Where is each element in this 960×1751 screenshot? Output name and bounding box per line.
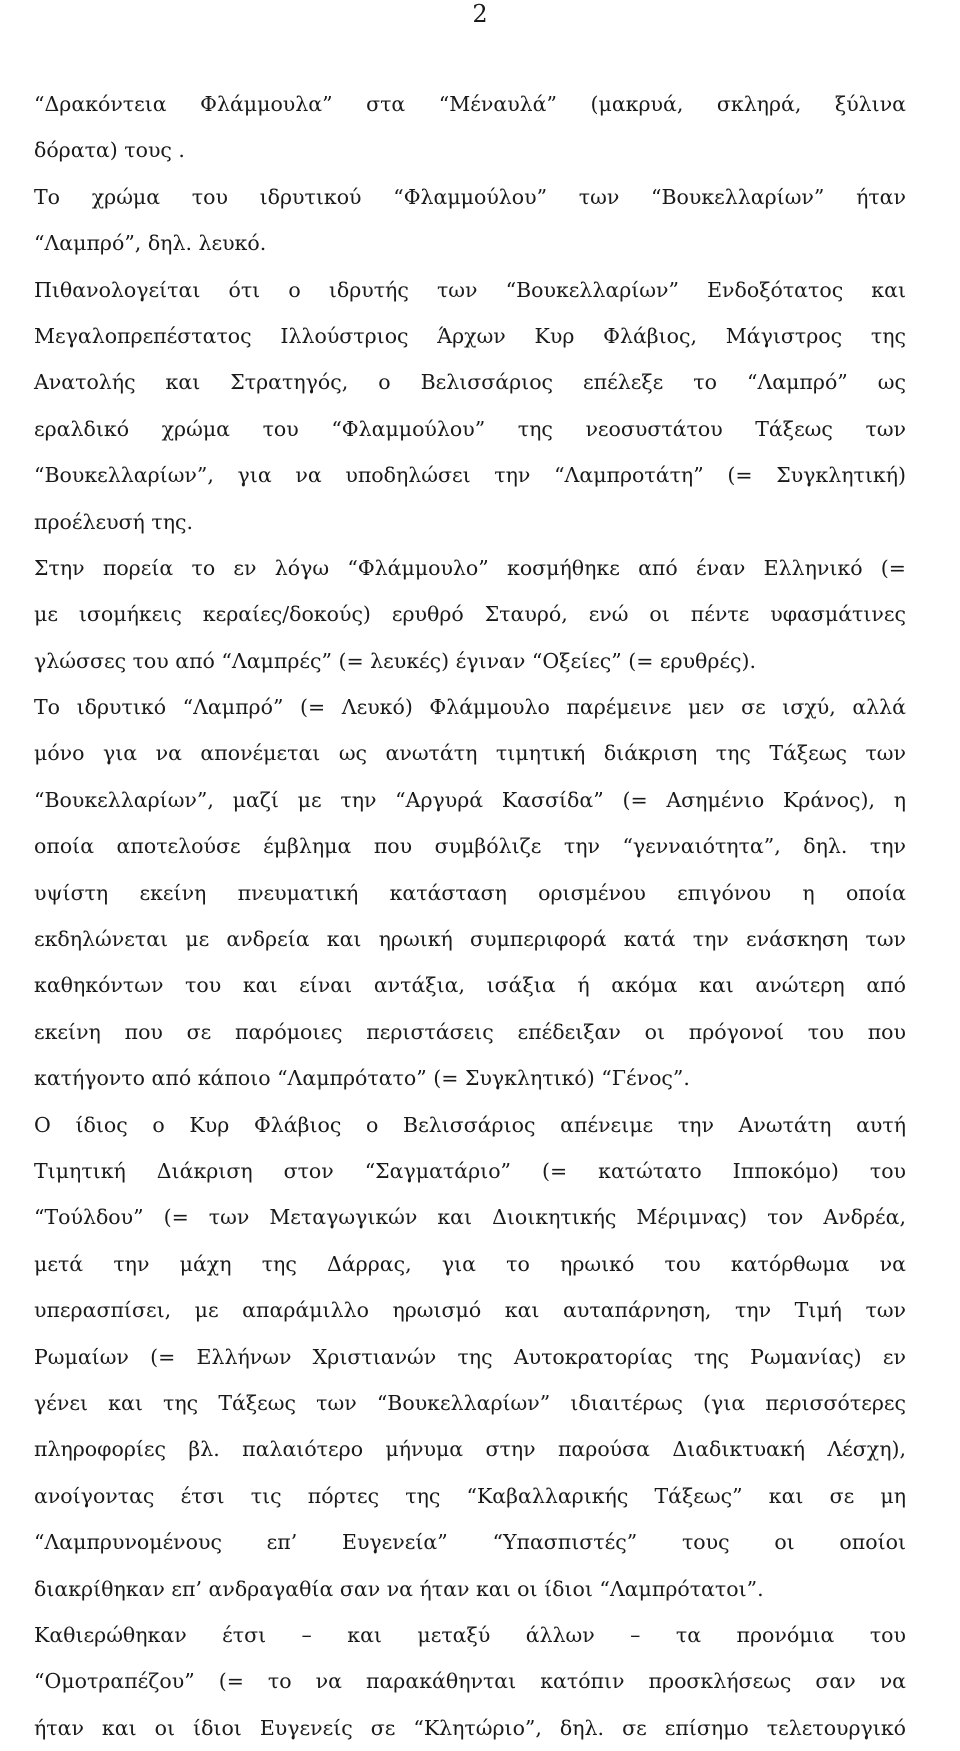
text-line: γένει και της Τάξεως των “Βουκελλαρίων” ιδιαιτέρως (για περισσότερες	[34, 1390, 906, 1415]
text-line: μόνο για να απονέμεται ως ανωτάτη τιμητική διάκριση της Τάξεως των	[34, 741, 906, 766]
text-line: “Βουκελλαρίων”, μαζί με την “Αργυρά Κασσίδα” (= Ασημένιο Κράνος), η	[34, 787, 906, 812]
paragraph	[34, 545, 906, 684]
text-line: εκδηλώνεται με ανδρεία και ηρωική συμπεριφορά κατά την ενάσκηση των	[34, 927, 906, 952]
text-line: υψίστη εκείνη πνευματική κατάσταση ορισμένου επιγόνου η οποία	[34, 880, 906, 905]
paragraph	[34, 684, 906, 1102]
text-line: Στην πορεία το εν λόγω “Φλάμμουλο” κοσμήθηκε από έναν Ελληνικό (=	[34, 555, 906, 580]
text-line: “Λαμπρυνομένους επ’ Ευγενεία” “Υπασπιστές” τους οι οποίοι	[34, 1530, 906, 1555]
text-line: γλώσσες του από “Λαμπρές” (= λευκές) έγιναν “Οξείες” (= ερυθρές).	[34, 648, 757, 673]
text-line: Ανατολής και Στρατηγός, ο Βελισσάριος επέλεξε το “Λαμπρό” ως	[34, 370, 906, 395]
text-line: Ο ίδιος ο Κυρ Φλάβιος ο Βελισσάριος απένειμε την Ανωτάτη αυτή	[34, 1112, 906, 1137]
text-line: με ισομήκεις κεραίες/δοκούς) ερυθρό Σταυρό, ενώ οι πέντε υφασμάτινες	[34, 602, 906, 627]
paragraph	[34, 1102, 906, 1612]
text-line: υπερασπίσει, με απαράμιλλο ηρωισμό και αυταπάρνηση, την Τιμή των	[34, 1298, 906, 1323]
text-line: δόρατα) τους .	[34, 138, 185, 163]
text-line: διακρίθηκαν επ’ ανδραγαθία σαν να ήταν και οι ίδιοι “Λαμπρότατοι”.	[34, 1576, 764, 1601]
text-line: κατήγοντο από κάποιο “Λαμπρότατο” (= Συγκλητικό) “Γένος”.	[34, 1066, 690, 1091]
text-line: εραλδικό χρώμα του “Φλαμμούλου” της νεοσυστάτου Τάξεως των	[34, 416, 906, 441]
text-line: “Δρακόντεια Φλάμμουλα” στα “Μέναυλά” (μακρυά, σκληρά, ξύλινα	[34, 92, 906, 116]
paragraph	[34, 174, 906, 267]
text-line: Μεγαλοπρεπέστατος Ιλλούστριος Άρχων Κυρ Φλάβιος, Μάγιστρος της	[34, 323, 906, 348]
paragraph	[34, 81, 906, 174]
text-line: Το ιδρυτικό “Λαμπρό” (= Λευκό) Φλάμμουλο παρέμεινε μεν σε ισχύ, αλλά	[34, 695, 906, 720]
text-line: ανοίγοντας έτσι τις πόρτες της “Καβαλλαρικής Τάξεως” και σε μη	[34, 1483, 906, 1508]
text-line: Καθιερώθηκαν έτσι – και μεταξύ άλλων – τα προνόμια του	[34, 1622, 906, 1647]
paragraph	[34, 267, 906, 545]
text-line: οποία αποτελούσε έμβλημα που συμβόλιζε την “γενναιότητα”, δηλ. την	[34, 834, 906, 859]
text-line: “Λαμπρό”, δηλ. λευκό.	[34, 231, 267, 256]
text-line: πληροφορίες βλ. παλαιότερο μήνυμα στην παρούσα Διαδικτυακή Λέσχη),	[34, 1437, 906, 1462]
paragraph	[34, 1612, 906, 1751]
text-line: μετά την μάχη της Δάρρας, για το ηρωικό του κατόρθωμα να	[34, 1251, 906, 1276]
text-line: Ρωμαίων (= Ελλήνων Χριστιανών της Αυτοκρατορίας της Ρωμανίας) εν	[34, 1344, 906, 1369]
text-line: εκείνη που σε παρόμοιες περιστάσεις επέδειξαν οι πρόγονοί του που	[34, 1019, 906, 1044]
text-line: Πιθανολογείται ότι ο ιδρυτής των “Βουκελλαρίων” Ενδοξότατος και	[34, 277, 906, 302]
text-line: Το χρώμα του ιδρυτικού “Φλαμμούλου” των “Βουκελλαρίων” ήταν	[34, 184, 906, 209]
text-line: Τιμητική Διάκριση στον “Σαγματάριο” (= κατώτατο Ιπποκόμο) του	[34, 1158, 906, 1183]
text-line: ήταν και οι ίδιοι Ευγενείς σε “Κλητώριο”, δηλ. σε επίσημο τελετουργικό	[34, 1715, 906, 1740]
page-number: 2	[472, 0, 488, 28]
text-line: “Ομοτραπέζου” (= το να παρακάθηνται κατόπιν προσκλήσεως σαν να	[34, 1669, 906, 1694]
text-line: καθηκόντων του και είναι αντάξια, ισάξια ή ακόμα και ανώτερη από	[34, 973, 906, 998]
text-line: “Βουκελλαρίων”, για να υποδηλώσει την “Λαμπροτάτη” (= Συγκλητική)	[34, 463, 906, 488]
document-body	[34, 81, 906, 1751]
text-line: προέλευσή της.	[34, 509, 193, 534]
text-line: “Τούλδου” (= των Μεταγωγικών και Διοικητικής Μέριμνας) τον Ανδρέα,	[34, 1205, 906, 1230]
